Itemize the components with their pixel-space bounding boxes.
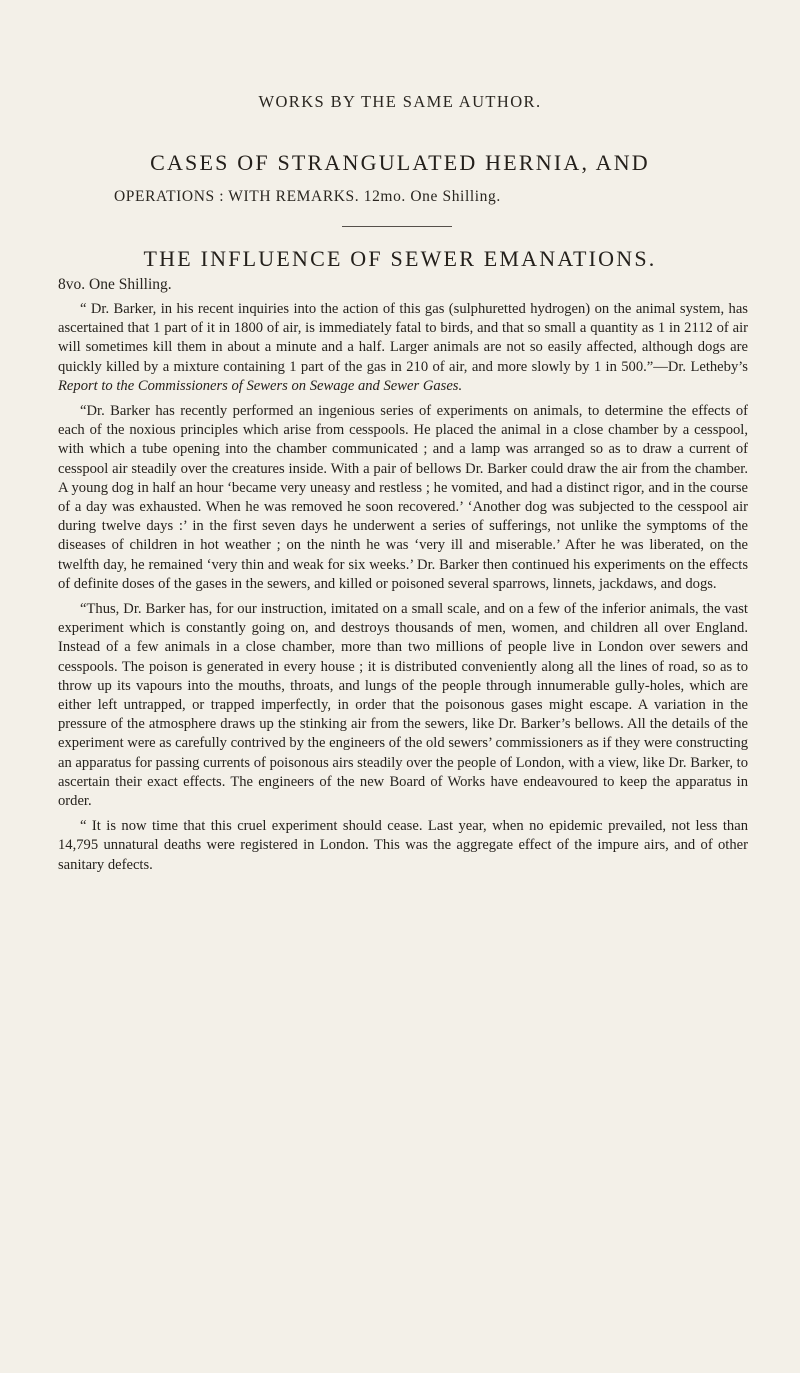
work-format-sewer: 8vo. One Shilling. [58,276,172,293]
quote-1-citation: Report to the Commissioners of Sewers on Sewage and Sewer Gases. [58,377,463,394]
work-title-hernia: CASES OF STRANGULATED HERNIA, AND [150,150,650,175]
quote-paragraph-4: “ It is now time that this cruel experiment should cease. Last year, when no epidemic prevailed, not less than 14,795 unnatural deaths were registered in London. This was the aggregate effect of the impure airs, and of other sanitary defects. [58,818,748,873]
quote-paragraph-2: “Dr. Barker has recently performed an ingenious series of experiments on animals, to determine the effects of each of the noxious principles which arise from cesspools. He placed the animal in a close chamber by a cesspool, with which a tube opening into the chamber communicated ; and a lamp was arranged so as to draw a current of cesspool air steadily over the creatures inside. With a pair of bellows Dr. Barker could draw the air from the chamber. A young dog in half an hour ‘became very uneasy and restless ; he vomited, and had a distinct rigor, and in the course of a day was exhausted. When he was removed he soon recovered.’ ‘Another dog was subjected to the cesspool air during twelve days :’ in the first seven days he underwent a series of sufferings, not unlike the symptoms of the diseases of children in hot weather ; on the ninth he was ‘very ill and miserable.’ After he was liberated, on the twelfth day, he remained ‘very thin and weak for six weeks.’ Dr. Barker then continued his experiments on the effects of definite doses of the gases in the sewers, and killed or poisoned several sparrows, linnets, jackdaws, and dogs. [58,403,748,592]
quote-paragraph-3: “Thus, Dr. Barker has, for our instruction, imitated on a small scale, and on a few of the inferior animals, the vast experiment which is constantly going on, and destroys thousands of men, women, and children all over England. Instead of a few animals in a close chamber, more than two millions of people live in London over sewers and cesspools. The poison is generated in every house ; it is distributed conveniently along all the lines of road, so as to throw up its vapours into the mouths, throats, and lungs of the people through innumerable gully-holes, which are either left untrapped, or trapped imperfectly, in order that the poisonous gases might escape. A variation in the pressure of the atmosphere draws up the stinking air from the sewers, like Dr. Barker’s bellows. All the details of the experiment were as carefully contrived by the engineers of the old sewers’ commissioners as if they were constructing an apparatus for passing currents of poisonous airs steadily over the people of London, with a view, like Dr. Barker, to ascertain their exact effects. The engineers of the new Board of Works have endeavoured to keep the apparatus in order. [58,601,748,810]
work-subtitle-hernia: OPERATIONS : WITH REMARKS. 12mo. One Shilling. [114,188,501,205]
quote-paragraph-1 [58,300,748,396]
section-divider [342,226,452,227]
work-title-sewer: THE INFLUENCE OF SEWER EMANATIONS. [143,246,657,271]
review-quotes [58,300,748,881]
quote-1-text: “ Dr. Barker, in his recent inquiries into the action of this gas (sulphuretted hydrogen) on the animal system, has ascertained that 1 part of it in 1800 of air, is immediately fatal to birds, and that so small a quantity as 1 in 2112 of air will sometimes kill them in about a minute and a half. Larger animals are not so easily affected, although dogs are quickly killed by a mixture containing 1 part of the gas in 210 of air, and more slowly by 1 in 500.”—Dr. Letheby’s [58,301,748,375]
running-head: WORKS BY THE SAME AUTHOR. [258,92,542,111]
